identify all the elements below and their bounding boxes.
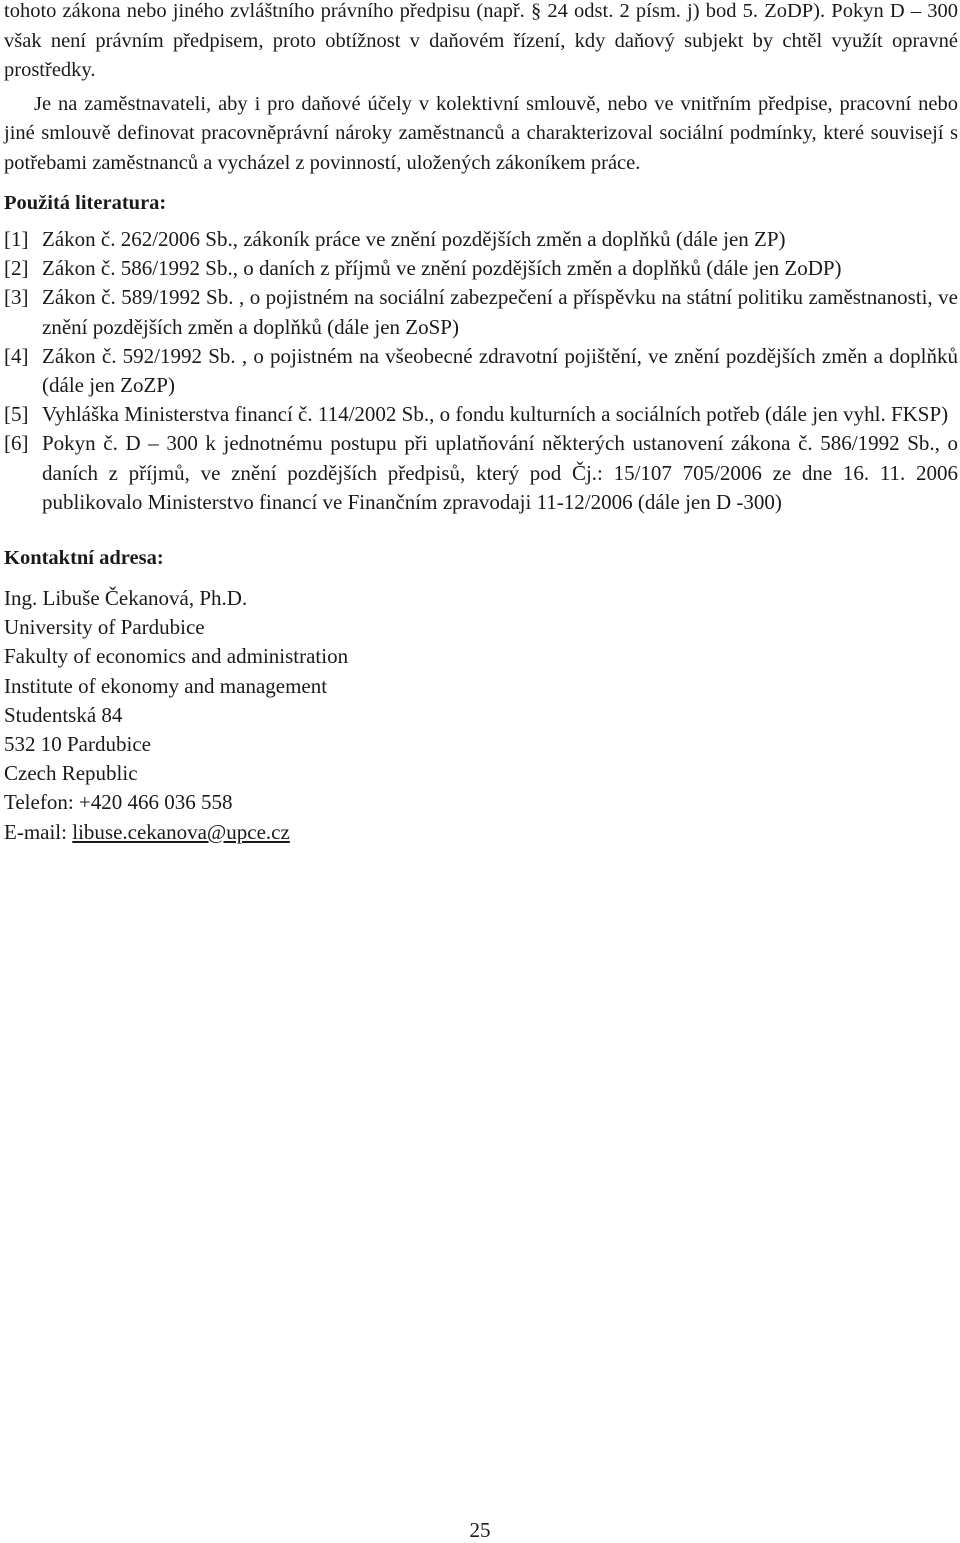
contact-university: University of Pardubice — [4, 615, 205, 640]
reference-text: Zákon č. 592/1992 Sb. , o pojistném na všeobecné zdravotní pojištění, ve znění pozdějších změn a doplňků (dále jen ZoZP) — [42, 343, 958, 398]
literature-heading: Použitá literatura: — [4, 192, 167, 214]
reference-number: [5] — [4, 402, 29, 427]
reference-number: [3] — [4, 285, 29, 310]
reference-number: [6] — [4, 431, 29, 456]
reference-text: Pokyn č. D – 300 k jednotnému postupu při uplatňování některých ustanovení zákona č. 586/1992 Sb., o daních z příjmů, ve znění pozdějších předpisů, který pod Čj.: 15/107 705/2006 ze dne 16. 11. 2006 publikovalo Ministerstvo financí ve Finančním zpravodaji 11-12/2006 (dále jen D -300) — [42, 431, 958, 514]
contact-heading: Kontaktní adresa: — [4, 547, 164, 570]
reference-text: Zákon č. 262/2006 Sb., zákoník práce ve znění pozdějších změn a doplňků (dále jen ZP) — [42, 227, 786, 251]
reference-text: Zákon č. 589/1992 Sb. , o pojistném na sociální zabezpečení a příspěvku na státní politiku zaměstnanosti, ve znění pozdějších změn a doplňků (dále jen ZoSP) — [42, 285, 958, 339]
reference-item — [4, 400, 958, 429]
contact-institute: Institute of ekonomy and management — [4, 673, 328, 698]
contact-phone: Telefon: +420 466 036 558 — [4, 790, 233, 815]
reference-item — [4, 254, 958, 283]
reference-number: [2] — [4, 256, 29, 281]
contact-city: 532 10 Pardubice — [4, 732, 151, 757]
contact-street: Studentská 84 — [4, 702, 123, 727]
body-paragraph: Je na zaměstnavateli, aby i pro daňové účely v kolektivní smlouvě, nebo ve vnitřním předpise, pracovní nebo jiné smlouvě definovat pracovněprávní nároky zaměstnanců a charakterizoval sociální podmínky, které souvisejí s potřebami zaměstnanců a vycházel z povinností, uložených zákoníkem práce. — [4, 92, 958, 174]
reference-number: [4] — [4, 343, 29, 368]
contact-email-label: E-mail: — [4, 819, 73, 844]
document-page — [4, 0, 958, 847]
reference-item — [4, 342, 958, 400]
reference-item — [4, 225, 958, 254]
contact-name: Ing. Libuše Čekanová, Ph.D. — [4, 586, 248, 611]
contact-email-link[interactable]: libuse.cekanova@upce.cz — [72, 819, 290, 844]
contact-email-line — [4, 818, 958, 847]
contact-address-block — [4, 584, 958, 847]
reference-item — [4, 283, 958, 341]
reference-text: Zákon č. 586/1992 Sb., o daních z příjmů ve znění pozdějších změn a doplňků (dále jen ZoDP) — [42, 256, 842, 281]
contact-country: Czech Republic — [4, 761, 138, 786]
page-number: 25 — [469, 1518, 491, 1542]
reference-item — [4, 429, 958, 517]
contact-faculty: Fakulty of economics and administration — [4, 644, 349, 669]
reference-list — [4, 225, 958, 517]
reference-text: Vyhláška Ministerstva financí č. 114/2002 Sb., o fondu kulturních a sociálních potřeb (dále jen vyhl. FKSP) — [42, 402, 949, 427]
reference-number: [1] — [4, 227, 29, 251]
body-paragraph-continuation: tohoto zákona nebo jiného zvláštního právního předpisu (např. § 24 odst. 2 písm. j) bod 5. ZoDP). Pokyn D – 300 však není právním předpisem, proto obtížnost v daňovém řízení, kdy daňový subjekt by chtěl využít opravné prostředky. — [4, 0, 958, 81]
